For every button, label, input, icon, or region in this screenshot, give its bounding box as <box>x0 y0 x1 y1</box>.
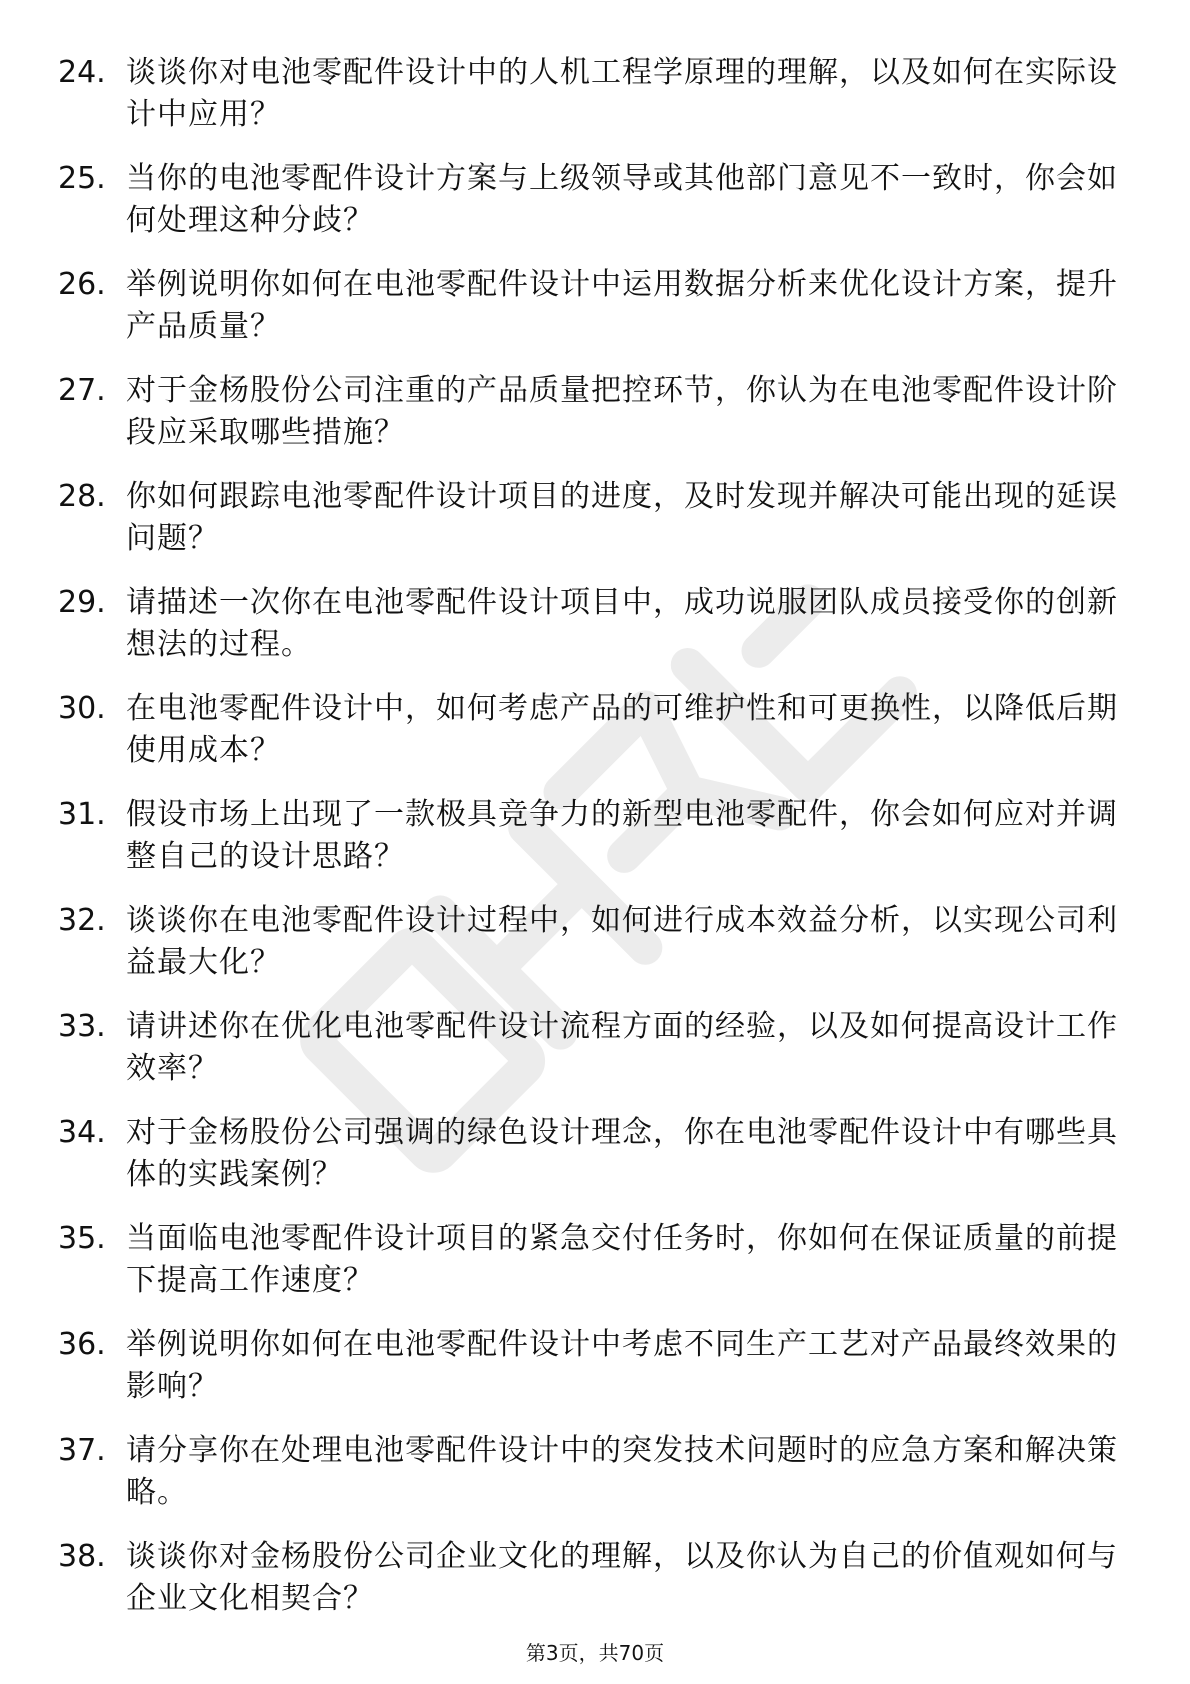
question-text: 举例说明你如何在电池零配件设计中考虑不同生产工艺对产品最终效果的影响？ <box>126 1327 1118 1404</box>
question-text: 假设市场上出现了一款极具竞争力的新型电池零配件，你会如何应对并调整自己的设计思路？ <box>126 797 1118 874</box>
question-number: 24. <box>58 55 106 90</box>
question-number: 30. <box>58 691 106 726</box>
question-number: 34. <box>58 1115 106 1150</box>
question-item <box>58 1536 1118 1620</box>
question-item <box>58 1006 1118 1090</box>
question-number: 29. <box>58 585 106 620</box>
question-text: 请描述一次你在电池零配件设计项目中，成功说服团队成员接受你的创新想法的过程。 <box>126 585 1118 662</box>
question-item <box>58 1218 1118 1302</box>
question-text: 谈谈你对金杨股份公司企业文化的理解，以及你认为自己的价值观如何与企业文化相契合？ <box>126 1539 1118 1616</box>
question-number: 32. <box>58 903 106 938</box>
question-item <box>58 1112 1118 1196</box>
question-text: 谈谈你在电池零配件设计过程中，如何进行成本效益分析，以实现公司利益最大化？ <box>126 903 1118 980</box>
question-text: 当你的电池零配件设计方案与上级领导或其他部门意见不一致时，你会如何处理这种分歧？ <box>126 161 1118 238</box>
question-number: 36. <box>58 1327 106 1362</box>
question-text: 举例说明你如何在电池零配件设计中运用数据分析来优化设计方案，提升产品质量？ <box>126 267 1118 344</box>
question-number: 28. <box>58 479 106 514</box>
question-text: 当面临电池零配件设计项目的紧急交付任务时，你如何在保证质量的前提下提高工作速度？ <box>126 1221 1118 1298</box>
question-number: 35. <box>58 1221 106 1256</box>
question-number: 27. <box>58 373 106 408</box>
question-number: 38. <box>58 1539 106 1574</box>
question-text: 在电池零配件设计中，如何考虑产品的可维护性和可更换性，以降低后期使用成本？ <box>126 691 1118 768</box>
question-item <box>58 52 1118 136</box>
question-number: 31. <box>58 797 106 832</box>
question-text: 请讲述你在优化电池零配件设计流程方面的经验，以及如何提高设计工作效率？ <box>126 1009 1118 1086</box>
question-item <box>58 1324 1118 1408</box>
question-text: 对于金杨股份公司强调的绿色设计理念，你在电池零配件设计中有哪些具体的实践案例？ <box>126 1115 1118 1192</box>
question-item <box>58 688 1118 772</box>
question-text: 对于金杨股份公司注重的产品质量把控环节，你认为在电池零配件设计阶段应采取哪些措施？ <box>126 373 1118 450</box>
question-number: 33. <box>58 1009 106 1044</box>
question-item <box>58 794 1118 878</box>
question-item <box>58 158 1118 242</box>
question-item <box>58 1430 1118 1514</box>
question-item <box>58 900 1118 984</box>
question-item <box>58 582 1118 666</box>
question-item <box>58 264 1118 348</box>
question-item <box>58 370 1118 454</box>
question-number: 26. <box>58 267 106 302</box>
question-list <box>58 52 1118 1642</box>
question-number: 37. <box>58 1433 106 1468</box>
question-text: 谈谈你对电池零配件设计中的人机工程学原理的理解，以及如何在实际设计中应用？ <box>126 55 1118 132</box>
question-number: 25. <box>58 161 106 196</box>
question-item <box>58 476 1118 560</box>
question-text: 请分享你在处理电池零配件设计中的突发技术问题时的应急方案和解决策略。 <box>126 1433 1118 1510</box>
page-number-footer: 第3页，共70页 <box>525 1641 665 1665</box>
question-text: 你如何跟踪电池零配件设计项目的进度，及时发现并解决可能出现的延误问题？ <box>126 479 1118 556</box>
